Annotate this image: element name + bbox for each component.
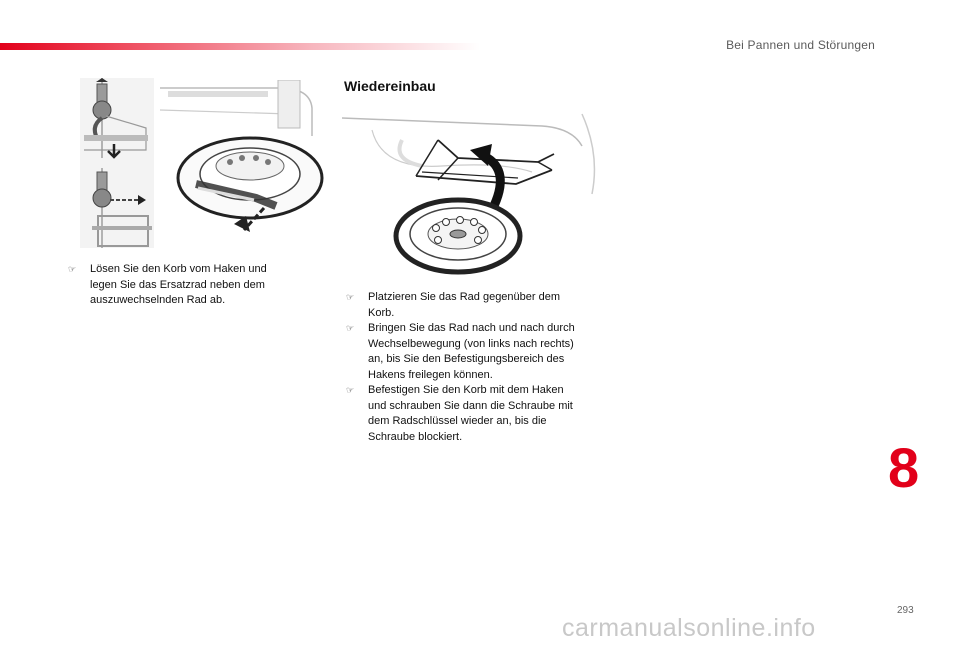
list-item [346,321,581,383]
chapter-number: 8 [888,436,920,499]
section-heading: Wiedereinbau [344,78,436,94]
left-instructions [68,262,293,309]
step-text: Lösen Sie den Korb vom Haken und legen Sie das Ersatzrad neben dem auszuwechselnden Rad ab. [90,263,267,306]
list-item [346,290,581,321]
pointing-hand-icon: ☞ [346,292,355,302]
page-number: 293 [897,605,914,616]
step-text: Befestigen Sie den Korb mit dem Haken und schrauben Sie dann die Schraube mit dem Radschlüssel wieder an, bis die Schraube blockiert. [368,384,573,443]
watermark: carmanualsonline.info [562,614,816,642]
pointing-hand-icon: ☞ [68,264,77,274]
spare-wheel-removal-illustration [160,80,324,246]
list-item [68,262,293,309]
step-text: Platzieren Sie das Rad gegenüber dem Korb. [368,291,561,319]
right-instructions [346,290,581,445]
header-accent-bar [0,43,480,50]
pointing-hand-icon: ☞ [346,323,355,333]
step-text: Bringen Sie das Rad nach und nach durch Wechselbewegung (von links nach rechts) an, bis Sie den Befestigungsbereich des Hakens freilegen können. [368,322,575,381]
section-title: Bei Pannen und Störungen [726,38,875,52]
list-item [346,383,581,445]
wheel-reinstallation-illustration [342,110,600,280]
pointing-hand-icon: ☞ [346,385,355,395]
hook-detail-illustration [80,78,154,248]
